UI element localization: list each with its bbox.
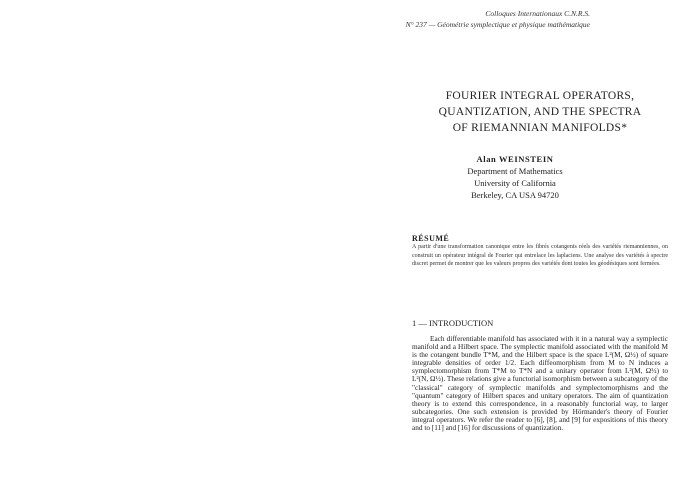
title-line-1: FOURIER INTEGRAL OPERATORS, (445, 90, 635, 102)
title-line-2: QUANTIZATION, AND THE SPECTRA (438, 106, 642, 118)
author-department: Department of Mathematics (467, 166, 563, 176)
resume-heading: RÉSUMÉ (412, 234, 450, 243)
intro-text: Each differentiable manifold has associated with it in a natural way a symplectic manifold and a Hilbert space. The symplectic manifold associated with the manifold M is the cotangent bundle T*M, and the Hilbert space is the space L²(M, Ω½) of square integrable densities of order 1/2. Each diffeomorphism from M to N induces a symplectomorphism from T*M to T*N and a unitary operator from L²(M, Ω½) to L²(N, Ω½). These relations give a functorial isomorphism between a subcategory of the "classical" category of symplectic manifolds and symplectomorphisms and the "quantum" category of Hilbert spaces and unitary operators. The aim of quantization theory is to extend this correspondence, in a reasonably functorial way, to larger subcategories. One such extension is provided by Hörmander's theory of Fourier integral operators. We refer the reader to [6], [8], and [9] for expositions of this theory and to [11] and [16] for discussions of quantization. (412, 334, 668, 433)
intro-paragraph (412, 335, 668, 432)
title-line-3: OF RIEMANNIAN MANIFOLDS* (452, 122, 628, 134)
author-city: Berkeley, CA USA 94720 (471, 190, 559, 200)
header-series: Colloques Internationaux C.N.R.S. (485, 9, 590, 18)
author-block (415, 153, 615, 201)
author-university: University of California (474, 178, 556, 188)
section-heading: 1 — INTRODUCTION (412, 318, 494, 328)
paper-title (415, 88, 665, 136)
header-volume: N° 237 — Géométrie symplectique et physique mathématique (405, 20, 590, 29)
running-header (406, 8, 590, 30)
author-name: Alan WEINSTEIN (476, 154, 554, 164)
resume-text: A partir d'une transformation canonique entre les fibrés cotangents réels des variétés riemanniennes, on construit un opérateur intégral de Fourier qui entrelace les laplaciens. Une analyse des variétés à spectre discret permet de montrer que les valeurs propres des variétés dont toutes les géodésiques sont fermées. (412, 244, 668, 268)
